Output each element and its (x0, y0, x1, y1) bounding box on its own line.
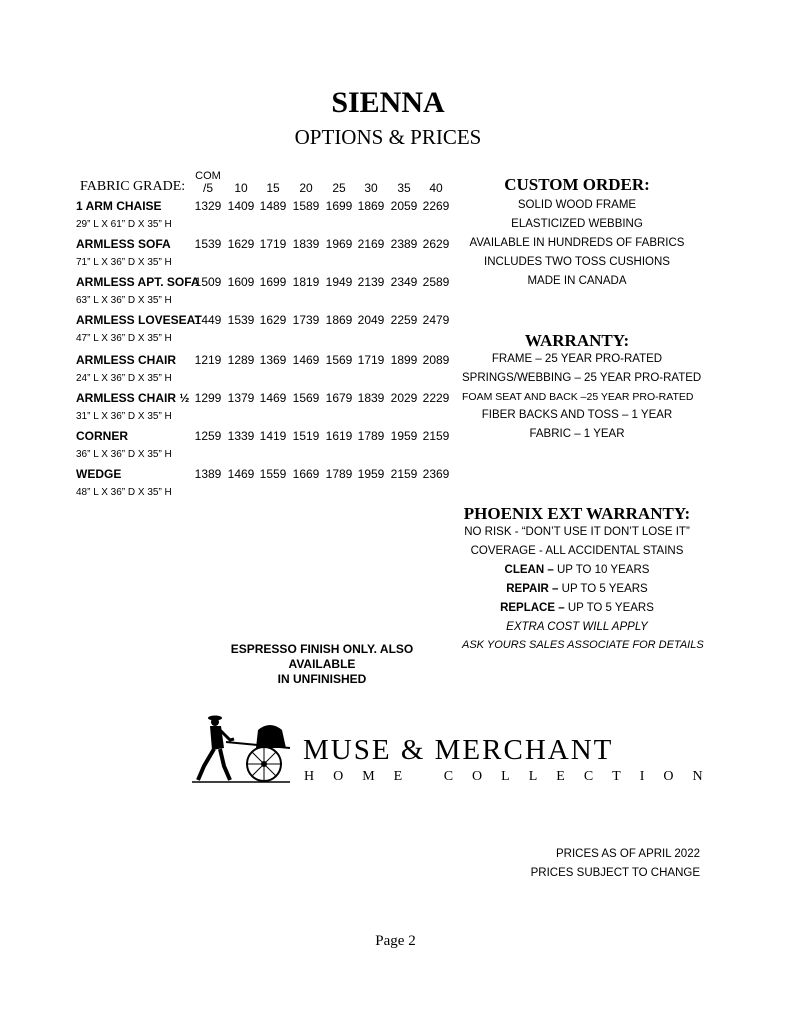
phoenix-replace (462, 602, 692, 614)
product-dimensions: 24” L X 36” D X 35” H (76, 373, 172, 384)
product-dimensions: 36” L X 36” D X 35” H (76, 449, 172, 460)
price-cell: 2629 (422, 237, 450, 251)
price-cell: 2049 (357, 313, 385, 327)
price-cell: 1699 (325, 199, 353, 213)
price-cell: 1669 (292, 467, 320, 481)
price-cell: 1959 (357, 467, 385, 481)
finish-note-line1: ESPRESSO FINISH ONLY. ALSO AVAILABLE (230, 642, 414, 671)
phoenix-extra-cost: EXTRA COST WILL APPLY (506, 621, 648, 633)
product-dimensions: 29” L X 61” D X 35” H (76, 219, 172, 230)
grade-col-35: 35 (397, 181, 411, 195)
price-cell: 1489 (259, 199, 287, 213)
price-cell: 2159 (390, 467, 418, 481)
rickshaw-logo-icon (190, 708, 300, 788)
page-number: Page 2 (375, 933, 416, 949)
product-dimensions: 48” L X 36” D X 35” H (76, 487, 172, 498)
price-cell: 1519 (292, 429, 320, 443)
custom-order-line: ELASTICIZED WEBBING (511, 218, 643, 230)
grade-col-15: 15 (266, 181, 280, 195)
price-cell: 1449 (194, 313, 222, 327)
phoenix-ask: ASK YOURS SALES ASSOCIATE FOR DETAILS (462, 639, 704, 651)
warranty-line: FABRIC – 1 YEAR (529, 428, 625, 440)
replace-term: UP TO 5 YEARS (564, 602, 654, 614)
custom-order-line: SOLID WOOD FRAME (517, 199, 637, 211)
phoenix-clean (462, 564, 692, 576)
phoenix-coverage: COVERAGE - ALL ACCIDENTAL STAINS (470, 545, 684, 557)
product-dimensions: 71” L X 36” D X 35” H (76, 257, 172, 268)
phoenix-no-risk: NO RISK - “DON’T USE IT DON’T LOSE IT” (464, 526, 690, 538)
warranty-line: SPRINGS/WEBBING – 25 YEAR PRO-RATED (462, 372, 702, 384)
product-name: CORNER (76, 429, 129, 443)
custom-order-heading: CUSTOM ORDER: (504, 175, 650, 194)
price-cell: 1329 (194, 199, 222, 213)
price-cell: 1469 (259, 391, 287, 405)
price-cell: 1839 (292, 237, 320, 251)
price-cell: 1789 (325, 467, 353, 481)
price-cell: 2479 (422, 313, 450, 327)
price-cell: 1869 (325, 313, 353, 327)
replace-label: REPLACE – (500, 602, 565, 614)
custom-order-line: MADE IN CANADA (527, 275, 627, 287)
price-cell: 1839 (357, 391, 385, 405)
warranty-line: FOAM SEAT AND BACK –25 YEAR PRO-RATED (462, 391, 694, 403)
warranty-heading: WARRANTY: (524, 331, 630, 350)
price-cell: 1339 (227, 429, 255, 443)
warranty-line: FIBER BACKS AND TOSS – 1 YEAR (481, 409, 673, 421)
price-cell: 1899 (390, 353, 418, 367)
product-dimensions: 31” L X 36” D X 35” H (76, 411, 172, 422)
price-cell: 2089 (422, 353, 450, 367)
warranty-line: FRAME – 25 YEAR PRO-RATED (491, 353, 663, 365)
clean-term: UP TO 10 YEARS (553, 564, 650, 576)
price-cell: 2029 (390, 391, 418, 405)
prices-as-of: PRICES AS OF APRIL 2022 (555, 848, 700, 860)
price-cell: 1259 (194, 429, 222, 443)
price-cell: 2139 (357, 275, 385, 289)
price-cell: 1719 (357, 353, 385, 367)
price-cell: 1509 (194, 275, 222, 289)
price-cell: 1219 (194, 353, 222, 367)
price-cell: 2389 (390, 237, 418, 251)
grade-col-40: 40 (429, 181, 443, 195)
grade-col-com: /5 (202, 181, 213, 195)
price-cell: 1569 (325, 353, 353, 367)
fabric-grade-label: FABRIC GRADE: (80, 179, 186, 194)
price-cell: 1409 (227, 199, 255, 213)
repair-term: UP TO 5 YEARS (558, 583, 648, 595)
price-cell: 1469 (227, 467, 255, 481)
custom-order-line: AVAILABLE IN HUNDREDS OF FABRICS (469, 237, 685, 249)
grade-col-10: 10 (234, 181, 248, 195)
product-name: ARMLESS SOFA (76, 237, 171, 251)
price-cell: 1739 (292, 313, 320, 327)
price-cell: 1789 (357, 429, 385, 443)
brand-subtitle: HOME COLLECTION (304, 769, 722, 784)
price-cell: 1569 (292, 391, 320, 405)
grade-col-25: 25 (332, 181, 346, 195)
phoenix-heading: PHOENIX EXT WARRANTY: (463, 504, 691, 523)
product-name: ARMLESS LOVESEAT (76, 313, 202, 327)
price-cell: 1299 (194, 391, 222, 405)
custom-order-line: INCLUDES TWO TOSS CUSHIONS (484, 256, 670, 268)
price-cell: 1819 (292, 275, 320, 289)
product-name: ARMLESS APT. SOFA (76, 275, 200, 289)
price-cell: 1699 (259, 275, 287, 289)
repair-label: REPAIR – (506, 583, 559, 595)
product-name: ARMLESS CHAIR (76, 353, 177, 367)
price-cell: 1379 (227, 391, 255, 405)
product-name: WEDGE (76, 467, 122, 481)
com-label: COM (195, 170, 221, 182)
finish-note-line2: IN UNFINISHED (277, 672, 367, 686)
price-cell: 1539 (194, 237, 222, 251)
price-cell: 1419 (259, 429, 287, 443)
phoenix-repair (462, 583, 692, 595)
brand-name: MUSE & MERCHANT (303, 734, 614, 766)
product-dimensions: 47” L X 36” D X 35” H (76, 333, 172, 344)
price-cell: 1619 (325, 429, 353, 443)
price-cell: 1719 (259, 237, 287, 251)
price-cell: 1609 (227, 275, 255, 289)
price-cell: 1629 (259, 313, 287, 327)
price-cell: 1969 (325, 237, 353, 251)
price-cell: 2059 (390, 199, 418, 213)
price-cell: 1629 (227, 237, 255, 251)
price-cell: 2169 (357, 237, 385, 251)
price-cell: 1559 (259, 467, 287, 481)
price-cell: 1949 (325, 275, 353, 289)
price-cell: 1369 (259, 353, 287, 367)
price-cell: 1469 (292, 353, 320, 367)
price-cell: 1389 (194, 467, 222, 481)
price-cell: 2369 (422, 467, 450, 481)
price-cell: 2159 (422, 429, 450, 443)
prices-subject-to-change: PRICES SUBJECT TO CHANGE (530, 867, 700, 879)
page-subtitle: OPTIONS & PRICES (294, 125, 482, 149)
price-cell: 2229 (422, 391, 450, 405)
price-cell: 2269 (422, 199, 450, 213)
product-name: ARMLESS CHAIR ½ (76, 391, 190, 405)
price-cell: 1539 (227, 313, 255, 327)
price-cell: 1589 (292, 199, 320, 213)
grade-col-30: 30 (364, 181, 378, 195)
page-title: SIENNA (331, 86, 445, 119)
clean-label: CLEAN – (504, 564, 554, 576)
product-name: 1 ARM CHAISE (76, 199, 162, 213)
product-dimensions: 63” L X 36” D X 35” H (76, 295, 172, 306)
grade-col-20: 20 (299, 181, 313, 195)
price-cell: 1959 (390, 429, 418, 443)
price-cell: 1289 (227, 353, 255, 367)
price-cell: 2349 (390, 275, 418, 289)
price-cell: 2259 (390, 313, 418, 327)
price-cell: 2589 (422, 275, 450, 289)
finish-note (196, 642, 448, 687)
price-cell: 1679 (325, 391, 353, 405)
price-cell: 1869 (357, 199, 385, 213)
